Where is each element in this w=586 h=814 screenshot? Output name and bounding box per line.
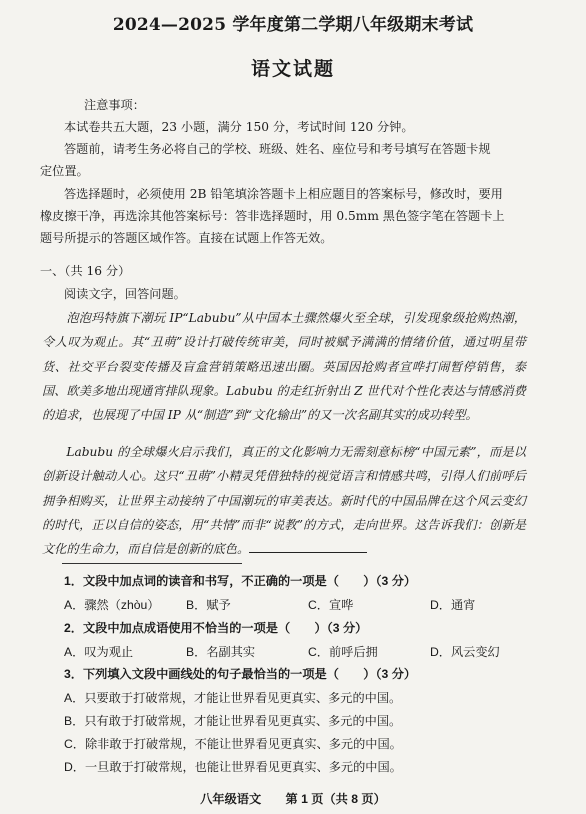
- question-3-answer-b: B．只有敢于打破常规，才能让世界看见更真实、多元的中国。: [64, 714, 402, 728]
- notice-item-1: 本试卷共五大题，23 小题，满分 150 分，考试时间 120 分钟。: [64, 120, 414, 134]
- option-b: B．赋予: [186, 598, 231, 612]
- notice-item-3c: 题号所提示的答题区域作答。直接在试题上作答无效。: [40, 231, 333, 245]
- question-1-stem: 1．文段中加点词的读音和书写，不正确的一项是（ ）（3 分）: [64, 574, 417, 588]
- notice-item-2b: 定位置。: [40, 164, 89, 178]
- notice-item-2a: 答题前，请考生务必将自己的学校、班级、姓名、座位号和考号填写在答题卡规: [64, 142, 491, 156]
- option-c: C．宣哗: [308, 598, 354, 612]
- reading-paragraph-2: [42, 440, 526, 561]
- option-a: A．骤然（zhòu）: [64, 598, 160, 612]
- notice-item-3a: 答选择题时，必须使用 2B 铅笔填涂答题卡上相应题目的答案标号，修改时，要用: [64, 187, 503, 201]
- question-3-stem: 3．下列填入文段中画线处的句子最恰当的一项是（ ）（3 分）: [64, 667, 417, 681]
- question-3-answer-c: C．除非敢于打破常规，不能让世界看见更真实、多元的中国。: [64, 737, 402, 751]
- divider-line: [62, 563, 242, 564]
- section-heading: 一、（共 16 分）: [40, 264, 131, 278]
- subject-title: 语文试题: [250, 58, 335, 80]
- question-2-options: [64, 643, 526, 660]
- option-c: C．前呼后拥: [308, 645, 378, 659]
- notice-heading: 注意事项：: [84, 98, 145, 112]
- option-d: D．通宵: [430, 598, 476, 612]
- notice-item-3b: 橡皮擦干净，再选涂其他答案标号：答非选择题时，用 0.5mm 黑色签字笔在答题卡上: [40, 209, 505, 223]
- reading-instruction: 阅读文字，回答问题。: [64, 287, 186, 301]
- question-3-answer-d: D．一旦敢于打破常规，也能让世界看见更真实、多元的中国。: [64, 760, 402, 774]
- question-2-stem: 2．文段中加点成语使用不恰当的一项是（ ）（3 分）: [64, 621, 368, 635]
- fill-blank-line: [249, 541, 367, 553]
- reading-paragraph-1: 泡泡玛特旗下潮玩 IP“Labubu”从中国本土骤然爆火至全球，引发现象级抢购热潮，令人叹为观止。其“丑萌”设计打破传统审美，同时被赋予满满的情绪价值，通过明星带货、社交平台裂变传播及盲盒营销策略迅速出圈。英国因抢购者宣哗打闹暂停销售，泰国、欧美多地出现通宵排队现象。Labubu 的走红折射出 Z 世代对个性化表达与情感消费的追求，也展现了中国 IP 从“制造”到“文化输出”的又一次名副其实的成功转型。: [42, 311, 526, 423]
- exam-title: 2024—2025 学年度第二学期八年级期末考试: [112, 15, 474, 35]
- question-3-answer-a: A．只要敢于打破常规，才能让世界看见更真实、多元的中国。: [64, 691, 402, 705]
- option-d: D．风云变幻: [430, 645, 500, 659]
- page-footer: 八年级语文 第 1 页（共 8 页）: [200, 792, 386, 806]
- option-b: B．名副其实: [186, 645, 256, 659]
- paragraph-2-text: Labubu 的全球爆火启示我们，真正的文化影响力无需刻意标榜“中国元素”，而是以创新设计触动人心。这只“丑萌”小精灵凭借独特的视觉语言和情感共鸣，引得人们前呼后拥争相购买，让世界主动接纳了中国潮玩的审美表达。新时代的中国品牌在这个风云变幻的时代，正以自信的姿态，用“共情”而非“说教”的方式，走向世界。这告诉我们：创新是文化的生命力，而自信是创新的底色。: [42, 445, 526, 557]
- question-1-options: [64, 596, 526, 613]
- option-a: A．叹为观止: [64, 645, 134, 659]
